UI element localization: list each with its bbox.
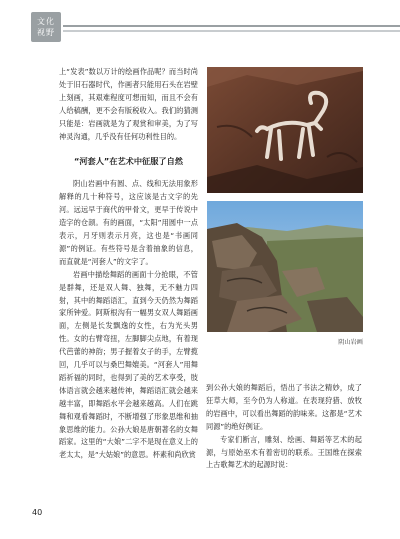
paragraph-2: 阴山岩画中有圆、点、线和无法用象形解释的几十种符号，这应该是古文字的先河。远远早于商代的甲骨文，更早于传说中造字的仓颉。有的画面，“太阳”用圆中一点表示，月牙则表示月亮，这也是“书画同源”的例证。有些符号是含着抽象的信息，而直就是“河套人”的文字了。 [59,179,198,266]
rock-art-photo-ibex [207,67,363,193]
paragraph-1: 上“发表”数以万计的绘画作品呢？而当时尚处于旧石器时代，作画者只能用石头在岩壁上刻画，其艰难程度可想而知，而且不会有人给稿酬，更不会有版税收入。我们的猜测只能是：岩画就是为了观赏和审美，为了写神灵沟通，几乎没有任何功利性目的。 [59,67,198,141]
left-text-column [59,66,198,462]
right-text-column [206,382,362,472]
badge-line-1: 文化 [37,17,55,26]
page-number: 40 [32,508,43,517]
section-heading: “河套人”在艺术中征服了自然 [73,156,183,167]
header-rule [63,16,400,42]
photo-caption: 阴山岩画 [338,339,363,346]
section-badge [31,12,61,42]
paragraph-3: 岩画中描绘舞蹈的画面十分抢眼，不管是群舞，还是双人舞、独舞，无不魅力四射，其中的舞蹈语汇，直到今天仍然为舞蹈家所钟爱。阿斯根沟有一幅男女双人舞蹈画面，左侧是长发飘逸的女性，右为光头男性。女的右臂弯扭，左脚脚尖点地，有着现代芭蕾的神韵；男子握着女子的手，左臂揽回，几乎可以与桑巴舞媲美。“河套人”用舞蹈祈福的同时，也得到了美的艺术享受，肢体语言就会越来越传神，舞蹈语汇就会越来越丰富，即舞蹈水平会越来越高。人们在跳舞和观看舞蹈时，不断增强了形象思维和抽象思维的能力。公孙大娘是唐朝著名的女舞蹈家。这里的“大娘”二字不是现在意义上的老太太，是“大姑娘”的意思。杯素和尚欣赏 [59,269,198,460]
rock-landscape-photo [207,201,363,332]
right-paragraph-2: 专家们断言，雕刻、绘画、舞蹈等艺术的起源，与原始巫术有着密切的联系。王国维在探索上古歌舞艺术的起源时说： [206,434,362,470]
right-paragraph-1: 到公孙大娘的舞蹈后，悟出了书法之精妙，成了狂草大师，至今仍为人称道。在表现狩猎、放牧的岩画中，可以看出舞蹈的韵味来。这都是“艺术同源”的绝好例证。 [206,383,362,431]
badge-line-2: 视野 [37,28,55,37]
